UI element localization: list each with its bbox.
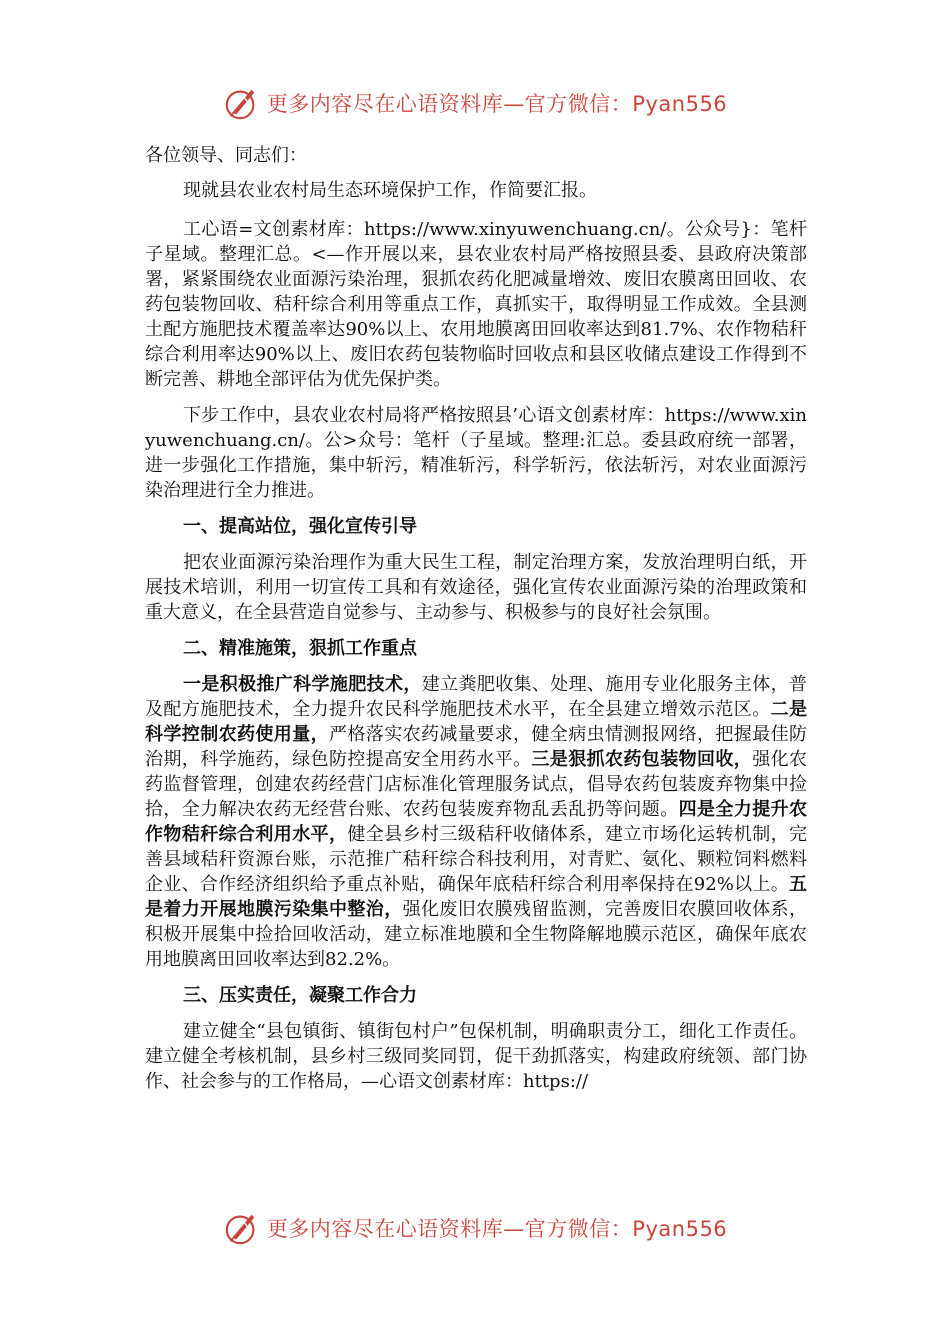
banner-text: 更多内容尽在心语资料库—官方微信：Pyan556	[266, 92, 728, 116]
point-4-title: 四是全力提升农作物秸秆综合利用水平，	[145, 799, 808, 845]
paragraph-2: 下步工作中，县农业农村局将严格按照县’心语文创素材库：https://www.xinyuwenchuang.cn/。公>众号：笔杆（子星域。整理:汇总。委县政府统一部署，进一步强化工作措施，集中斩污，精准斩污，科学斩污，依法斩污，对农业面源污染治理进行全力推进。	[145, 405, 807, 501]
document-body	[145, 143, 807, 1105]
intro-paragraph: 现就县农业农村局生态环境保护工作，作简要汇报。	[183, 180, 597, 201]
paragraph-5: 建立健全“县包镇街、镇街包村户”包保机制，明确职责分工，细化工作责任。建立健全考核机制，县乡村三级同奖同罚，促干劲抓落实，构建政府统领、部门协作、社会参与的工作格局，—心语文创素材库：https://	[145, 1021, 807, 1092]
section-heading-1: 一、提高站位，强化宣传引导	[183, 516, 417, 537]
section-heading-2: 二、精准施策，狠抓工作重点	[183, 638, 417, 659]
paragraph-3: 把农业面源污染治理作为重大民生工程，制定治理方案，发放治理明白纸，开展技术培训，利用一切宣传工具和有效途径，强化宣传农业面源污染的治理政策和重大意义，在全县营造自觉参与、主动参与、积极参与的良好社会氛围。	[145, 552, 807, 623]
quill-logo-icon	[223, 84, 261, 122]
point-3-text: 强化农药监督管理，创建农药经营门店标准化管理服务试点，倡导农药包装废弃物集中捡拾，全力解决农药无经营台账、农药包装废弃物乱丢乱扔等问题。	[145, 749, 808, 820]
quill-logo-icon	[223, 1209, 261, 1247]
point-1-text: 建立粪肥收集、处理、施用专业化服务主体，普及配方施肥技术，全力提升农民科学施肥技术水平，在全县建立增效示范区。	[145, 674, 808, 720]
point-4-text: 健全县乡村三级秸秆收储体系，建立市场化运转机制，完善县域秸秆资源台账，示范推广秸秆综合科技利用，对青贮、氨化、颗粒饲料燃料企业、合作经济组织给予重点补贴，确保年底秸秆综合利用率保持在92%以上。	[145, 824, 808, 895]
paragraph-1: 工心语=文创素材库：https://www.xinyuwenchuang.cn/。公众号}：笔杆子星域。整理汇总。<—作开展以来，县农业农村局严格按照县委、县政府决策部署，紧紧围绕农业面源污染治理，狠抓农药化肥减量增效、废旧农膜离田回收、农药包装物回收、秸秆综合利用等重点工作，真抓实干，取得明显工作成效。全县测土配方施肥技术覆盖率达90%以上、农用地膜离田回收率达到81.7%、农作物秸秆综合利用率达90%以上、废旧农药包装物临时回收点和县区收储点建设工作得到不断完善、耕地全部评估为优先保护类。	[145, 219, 807, 390]
point-5-title: 五是着力开展地膜污染集中整治，	[145, 874, 807, 920]
point-5-text: 强化废旧农膜残留监测，完善废旧农膜回收体系，积极开展集中捡拾回收活动，建立标准地膜和全生物降解地膜示范区，确保年底农用地膜离田回收率达到82.2%。	[145, 899, 808, 970]
paragraph-4	[145, 672, 807, 972]
header-banner	[0, 78, 950, 128]
banner-text: 更多内容尽在心语资料库—官方微信：Pyan556	[266, 1217, 728, 1241]
point-1-title: 一是积极推广科学施肥技术，	[183, 674, 422, 695]
greeting: 各位领导、同志们：	[145, 145, 307, 166]
point-2-title: 二是科学控制农药使用量，	[145, 699, 808, 745]
footer-banner	[0, 1203, 950, 1253]
section-heading-3: 三、压实责任，凝聚工作合力	[183, 985, 417, 1006]
point-2-text: 严格落实农药减量要求，健全病虫情测报网络，把握最佳防治期，科学施药，绿色防控提高安全用药水平。	[145, 724, 807, 770]
point-3-title: 三是狠抓农药包装物回收，	[531, 749, 753, 770]
